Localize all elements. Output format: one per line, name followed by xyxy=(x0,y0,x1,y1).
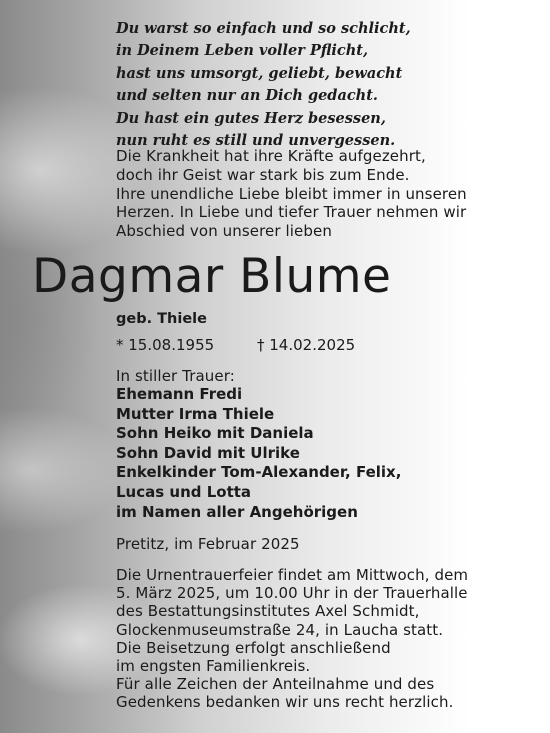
birth-date: * 15.08.1955 xyxy=(116,336,215,354)
birth-name: geb. Thiele xyxy=(116,311,207,327)
mourner-line: Sohn Heiko mit Daniela xyxy=(116,424,314,443)
mourner-line: Lucas und Lotta xyxy=(116,482,252,501)
death-date: † 14.02.2025 xyxy=(257,336,356,354)
memorial-poem: Du warst so einfach und so schlicht, in Deinem Leben voller Pflicht, hast uns umsorgt, geliebt, bewacht und selten nur an Dich gedacht. Du hast ein gutes Herz besessen, nun ruht es still und unvergessen. xyxy=(116,20,411,150)
funeral-details: Die Urnentrauerfeier findet am Mittwoch, dem 5. März 2025, um 10.00 Uhr in der Trauerhalle des Bestattungsinstitutes Axel Schmidt, Glockenmuseumstraße 24, in Laucha statt. Die Beisetzung erfolgt anschließend im engsten Familienkreis. Für alle Zeichen der Anteilnahme und des Gedenkens bedanken wir uns recht herzlich. xyxy=(116,566,469,712)
mourners-heading: In stiller Trauer: xyxy=(116,367,235,385)
intro-text: Die Krankheit hat ihre Kräfte aufgezehrt, doch ihr Geist war stark bis zum Ende. Ihre unendliche Liebe bleibt immer in unseren Herzen. In Liebe und tiefer Trauer nehmen wir Abschied von unserer lieben xyxy=(116,147,467,241)
mourner-line: im Namen aller Angehörigen xyxy=(116,502,358,521)
mourner-line: Enkelkinder Tom-Alexander, Felix, xyxy=(116,463,402,482)
mourners-list xyxy=(116,385,401,522)
life-dates xyxy=(116,333,416,357)
mourner-line: Mutter Irma Thiele xyxy=(116,404,275,423)
mourner-line: Sohn David mit Ulrike xyxy=(116,443,300,462)
mourner-line: Ehemann Fredi xyxy=(116,385,243,403)
place-date: Pretitz, im Februar 2025 xyxy=(116,535,300,553)
deceased-name: Dagmar Blume xyxy=(32,249,392,304)
